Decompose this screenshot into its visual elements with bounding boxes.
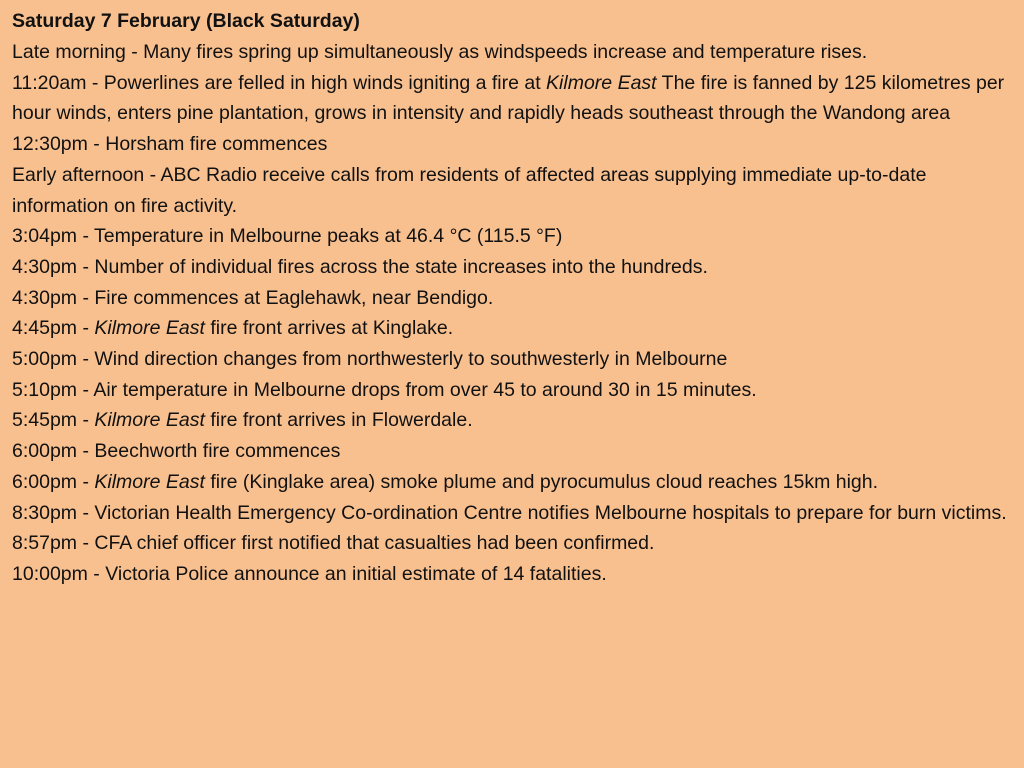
entry-time: 5:45pm	[12, 409, 78, 432]
entry-time: 4:30pm	[12, 286, 78, 309]
timeline-entry-510pm: 5:10pm - Air temperature in Melbourne drops from over 45 to around 30 in 15 minutes.	[12, 378, 757, 401]
entry-text: Victoria Police announce an initial estimate of 14 fatalities.	[105, 562, 607, 585]
entry-time: Late morning	[12, 41, 126, 63]
entry-time: 5:00pm	[12, 348, 78, 371]
timeline-entry-430pm-b: 4:30pm - Fire commences at Eaglehawk, near Bendigo.	[12, 286, 494, 309]
entry-time: 10:00pm	[12, 562, 88, 585]
entry-time: 8:57pm	[12, 532, 78, 555]
timeline-entry-600pm-b: 6:00pm - Kilmore East fire (Kinglake area) smoke plume and pyrocumulus cloud reaches 15km high.	[12, 470, 879, 493]
timeline-entry-1000pm: 10:00pm - Victoria Police announce an initial estimate of 14 fatalities.	[12, 562, 607, 585]
entry-place: Kilmore East	[546, 71, 657, 94]
timeline-entry-early-afternoon: Early afternoon - ABC Radio receive calls from residents of affected areas supplying immediate up-to-date information on fire activity.	[12, 163, 927, 217]
entry-text: ABC Radio receive calls from residents of affected areas supplying immediate up-to-date information on fire activity.	[12, 163, 927, 217]
timeline-entry-830pm: 8:30pm - Victorian Health Emergency Co-ordination Centre notifies Melbourne hospitals to prepare for burn victims.	[12, 501, 1007, 524]
timeline-entry-500pm: 5:00pm - Wind direction changes from northwesterly to southwesterly in Melbourne	[12, 348, 728, 371]
entry-text-continued: fire (Kinglake area) smoke plume and pyrocumulus cloud reaches 15km high.	[210, 470, 879, 493]
slide-title: Saturday 7 February (Black Saturday)	[12, 10, 360, 32]
entry-time: Early afternoon	[12, 163, 145, 186]
timeline-entry-1120am: 11:20am - Powerlines are felled in high winds igniting a fire at Kilmore East The fire is fanned by 125 kilometres per hour winds, enters pine plantation, grows in intensity and rapidly heads southeast through the Wandong area	[12, 71, 1005, 125]
entry-text: CFA chief officer first notified that casualties had been confirmed.	[94, 532, 655, 555]
entry-place: Kilmore East	[94, 317, 205, 340]
entry-time: 4:45pm	[12, 317, 78, 340]
timeline-entry-600pm-a: 6:00pm - Beechworth fire commences	[12, 440, 341, 463]
entry-text: Air temperature in Melbourne drops from over 45 to around 30 in 15 minutes.	[93, 378, 757, 401]
entry-text: Number of individual fires across the state increases into the hundreds.	[94, 255, 708, 278]
entry-time: 8:30pm	[12, 501, 78, 524]
entry-time: 4:30pm	[12, 255, 78, 278]
timeline-entry-late-morning: Late morning - Many fires spring up simultaneously as windspeeds increase and temperature rises.	[12, 41, 868, 63]
entry-text: Wind direction changes from northwesterly to southwesterly in Melbourne	[94, 348, 728, 371]
entry-text: Beechworth fire commences	[94, 440, 341, 463]
entry-text-continued: fire front arrives at Kinglake.	[210, 317, 454, 340]
entry-text: Horsham fire commences	[105, 133, 328, 156]
entry-time: 6:00pm	[12, 470, 78, 493]
entry-text: Victorian Health Emergency Co-ordination Centre notifies Melbourne hospitals to prepare for burn victims.	[94, 501, 1007, 524]
timeline-slide	[12, 6, 1016, 590]
entry-text: Many fires spring up simultaneously as windspeeds increase and temperature rises.	[143, 41, 868, 63]
entry-time: 6:00pm	[12, 440, 78, 463]
entry-text: Fire commences at Eaglehawk, near Bendigo.	[94, 286, 494, 309]
entry-place: Kilmore East	[94, 470, 205, 493]
entry-text: Temperature in Melbourne peaks at 46.4 °C (115.5 °F)	[94, 225, 563, 248]
entry-place: Kilmore East	[94, 409, 205, 432]
entry-time: 12:30pm	[12, 133, 88, 156]
entry-time: 5:10pm	[12, 378, 78, 401]
timeline-entry-304pm: 3:04pm - Temperature in Melbourne peaks at 46.4 °C (115.5 °F)	[12, 225, 563, 248]
entry-time: 3:04pm	[12, 225, 78, 248]
entry-text-continued: The fire is fanned by 125 kilometres per hour winds, enters pine plantation, grows in intensity and rapidly heads southeast through the Wandong area	[12, 71, 1005, 125]
timeline-entry-1230pm: 12:30pm - Horsham fire commences	[12, 133, 328, 156]
entry-time: 11:20am	[12, 71, 87, 94]
timeline-entry-430pm-a: 4:30pm - Number of individual fires across the state increases into the hundreds.	[12, 255, 708, 278]
entry-text: Powerlines are felled in high winds igniting a fire at	[103, 71, 541, 94]
timeline-entry-857pm: 8:57pm - CFA chief officer first notified that casualties had been confirmed.	[12, 532, 655, 555]
timeline-entry-545pm: 5:45pm - Kilmore East fire front arrives in Flowerdale.	[12, 409, 473, 432]
timeline-entry-445pm: 4:45pm - Kilmore East fire front arrives at Kinglake.	[12, 317, 454, 340]
entry-text-continued: fire front arrives in Flowerdale.	[210, 409, 473, 432]
